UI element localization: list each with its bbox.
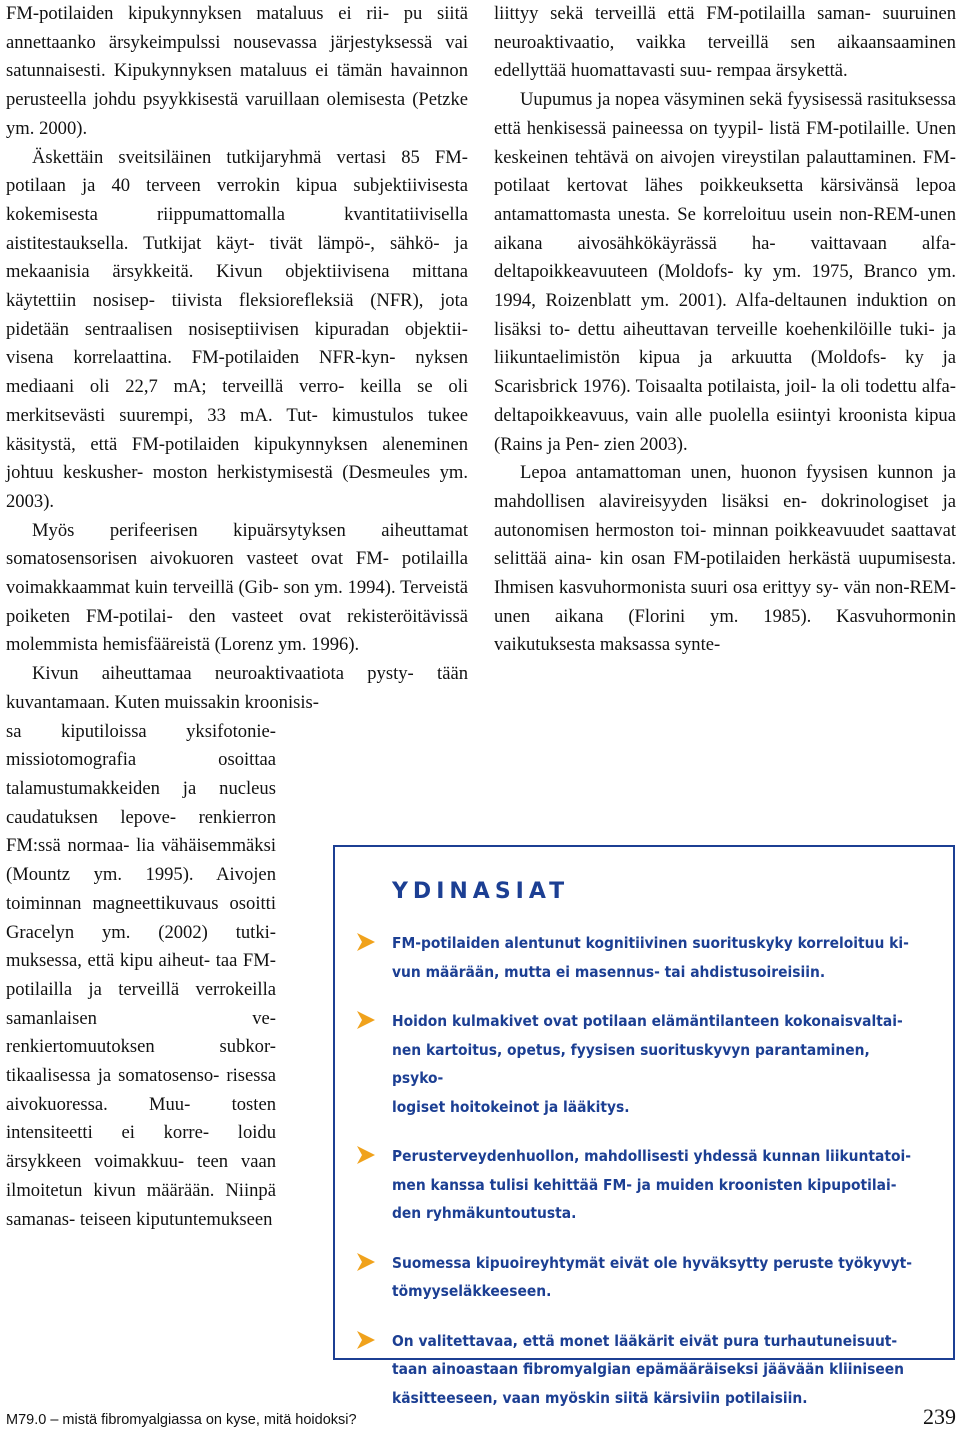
key-point-item — [335, 1327, 953, 1413]
text-line: nyksen mediaani oli 22,7 mA; terveillä verro- — [6, 347, 468, 398]
arrow-bullet-icon — [355, 1251, 377, 1273]
text-line: loidu ärsykkeen voimakkuu- — [6, 1122, 277, 1173]
key-points-box — [333, 845, 955, 1407]
text-line: renkierron FM:ssä normaa- — [6, 806, 276, 857]
text-line: hemisfääreistä (Lorenz ym. 1996). — [102, 634, 360, 656]
text-line: rempaa ärsykettä. — [716, 60, 848, 82]
key-point-line: Perusterveydenhuollon, mahdollisesti yhdessä kunnan liikuntatoi- — [392, 1147, 912, 1165]
key-points-title: YDINASIAT — [392, 879, 570, 904]
text-line: kunnon ja mahdollisen alavireisyyden lisäksi en- — [494, 462, 956, 512]
paragraph — [6, 660, 468, 717]
text-line: puolella esiintyi kroonista kipua (Rains ja Pen- — [494, 404, 956, 455]
text-line: FM-potilaiden kipukynnyksen mataluus ei rii- — [6, 3, 390, 24]
key-point-text — [392, 1142, 923, 1228]
text-line: 2001). Alfa-deltaunen induktion on lisäksi to- — [494, 290, 956, 340]
text-line: ja liikuntaelimistön kipua ja arkuutta (Moldofs- — [494, 318, 956, 369]
key-point-item — [335, 1007, 953, 1121]
key-point-line: den ryhmäkuntoutusta. — [392, 1204, 577, 1222]
text-line: non-REM-unen aikana aivosähkökäyrässä ha- — [494, 203, 956, 254]
paragraph — [494, 86, 956, 459]
key-point-line: FM-potilaiden alentunut kognitiivinen suorituskyky korreloituu ki- — [392, 934, 909, 952]
text-line: listä FM-potilaille. Unen keskeinen tehtävä on — [494, 117, 957, 168]
text-line: mataluus ei tämän havainnon perusteella johdu — [6, 60, 468, 111]
text-line: Gracelyn ym. (2002) tutki- — [6, 921, 276, 943]
arrow-bullet-icon — [355, 1329, 377, 1351]
paragraph-narrow — [6, 718, 276, 1235]
text-line: kipukynnyksen aleneminen johtuu keskusher- — [6, 433, 468, 484]
key-point-line: Hoidon kulmakivet ovat potilaan elämäntilanteen kokonaisvaltai- — [392, 1012, 903, 1030]
key-point-item — [335, 1142, 953, 1228]
key-point-text — [392, 929, 923, 986]
text-line: kertovat lähes poikkeuksetta kärsivänsä lepoa — [566, 175, 956, 197]
text-line: liittyy sekä terveillä että FM-potilailla saman- — [494, 3, 871, 24]
text-line: pu siitä annettaanko ärsykeimpulssi nousevassa — [6, 3, 468, 53]
key-point-text — [392, 1007, 923, 1121]
text-line: missiotomografia osoittaa — [6, 749, 276, 771]
key-point-line: tömyyseläkkeeseen. — [392, 1282, 552, 1300]
key-point-line: taan ainoastaan fibromyalgian epämääräiseksi jäävään kliiniseen — [392, 1360, 905, 1378]
arrow-bullet-icon — [355, 1144, 377, 1166]
text-line: suuruinen neuroaktivaatio, vaikka terveillä sen — [494, 3, 956, 53]
text-line: 85 FM-potilaan ja 40 terveen verrokin kipua — [6, 146, 468, 197]
text-line: keilla se oli merkitsevästi suurempi, 33 mA. Tut- — [6, 376, 468, 426]
text-line: Kasvuhormonin vaikutuksesta maksassa synte- — [494, 605, 956, 656]
page-number: 239 — [923, 1404, 956, 1429]
text-line: tiivista fleksiorefleksiä (NFR), jota pidetään — [6, 290, 468, 340]
text-line: ky ym. 1975, Branco ym. 1994, Roizenblatt ym. — [494, 261, 956, 312]
text-line: lia vähäisemmäksi (Mountz — [6, 835, 276, 886]
text-line: ky ja Scarisbrick 1976). Toisaalta potilaista, joil- — [494, 347, 956, 398]
text-line: zien 2003). — [604, 433, 688, 455]
key-point-line: Suomessa kipuoireyhtymät eivät ole hyväksytty peruste työkyvyt- — [392, 1253, 913, 1272]
text-line: Ihmisen kasvuhormonista suuri osa erittyy sy- — [494, 577, 839, 599]
text-line: kvantitatiivisella aistitestauksella. Tutkijat käyt- — [6, 203, 468, 254]
text-line: teen vaan ilmoitetun kivun — [6, 1151, 276, 1201]
text-line: sa kiputiloissa yksifotonie- — [6, 720, 276, 742]
text-line: määrään. Niinpä samanas- — [6, 1179, 276, 1230]
text-line: subjektiivisesta kokemisesta riippumattomalla — [6, 175, 468, 225]
text-line: minnan poikkeavuudet saattavat selittää aina- — [494, 519, 957, 570]
running-footer: M79.0 – mistä fibromyalgiassa on kyse, mitä hoidoksi? — [6, 1412, 357, 1428]
text-line: taa FM-potilailla ja terveillä — [6, 950, 276, 1000]
text-line: antamattomasta unesta. Se korreloituu usein — [494, 203, 833, 225]
text-line: sentraalisen nosiseptiivisen kipuradan objektii- — [84, 318, 468, 340]
text-line: Lepoa antamattoman unen, huonon fyysisen — [520, 462, 868, 484]
paragraph — [6, 517, 468, 661]
text-line: dokrinologiset ja autonomisen hermoston toi- — [494, 490, 956, 541]
text-line: den vasteet ovat rekisteröitävissä molemmista — [6, 605, 468, 656]
text-line: visena korrelaattina. FM-potilaiden NFR-kyn- — [6, 347, 396, 369]
right-text-column — [494, 0, 956, 660]
key-point-item — [335, 1249, 953, 1306]
arrow-bullet-icon — [355, 1009, 377, 1031]
key-point-line: nen kartoitus, opetus, fyysisen suorituskyvyn parantaminen, psyko- — [392, 1040, 870, 1087]
key-point-line: vun määrään, mutta ei masennus- tai ahdistusoireisiin. — [392, 962, 826, 981]
text-line: kimustulos tukee käsitystä, että FM-potilaiden — [6, 404, 468, 455]
paragraph — [494, 0, 956, 86]
text-line: psyykkisestä varuillaan olemisesta (Petzke ym. — [6, 89, 468, 139]
paragraph — [494, 459, 956, 660]
text-line: muksessa, että kipu aiheut- — [6, 950, 211, 972]
text-line: nucleus caudatuksen lepove- — [6, 777, 276, 828]
key-points-list — [335, 929, 953, 1433]
key-point-line: On valitettavaa, että monet lääkärit eivät pura turhautuneisuut- — [392, 1331, 898, 1350]
text-line: renkiertomuutoksen subkor- — [6, 1036, 276, 1058]
text-line: dettu aiheuttavan terveille koehenkilöille tuki- — [577, 318, 935, 340]
text-line: potilailla voimakkaammat kuin terveillä (Gib- — [6, 548, 468, 599]
text-line: aivojen vireystilan palauttaminen. FM-potilaat — [494, 146, 956, 197]
text-line: la oli todettu alfa-deltapoikkeavuus, vain alle — [494, 376, 956, 426]
text-line: risessa aivokuoressa. Muu- — [6, 1065, 276, 1115]
text-line: kin osan FM-potilaiden herkästä uupumisesta. — [599, 548, 956, 570]
text-line: verrokeilla samanlaisen ve- — [6, 978, 276, 1029]
text-line: tivät lämpö-, sähkö- ja mekaanisia ärsykkeitä. — [6, 232, 468, 283]
text-line: Kivun aiheuttamaa neuroaktivaatiota pysty- — [32, 663, 414, 685]
text-line: son ym. 1994). Terveistä poiketen FM-potilai- — [6, 577, 469, 627]
text-line: vaittavaan alfa-deltapoikkeavuuteen (Moldofs- — [494, 232, 956, 283]
text-line: Myös perifeerisen kipuärsytyksen aiheuttamat — [32, 519, 468, 541]
paragraph — [6, 144, 468, 517]
text-line: moston herkistymisestä (Desmeules ym. 2003). — [6, 462, 468, 512]
key-point-text — [392, 1249, 923, 1306]
text-line: talamustumakkeiden ja — [6, 777, 197, 799]
text-line: Äskettäin sveitsiläinen tutkijaryhmä vertasi — [32, 146, 387, 168]
text-line: tosten intensiteetti ei korre- — [6, 1093, 276, 1144]
text-line: vän non-REM-unen aikana (Florini ym. 1985). — [494, 577, 956, 627]
text-line: rasituksessa että henkisessä paineessa on tyypil- — [494, 89, 956, 139]
key-point-line: men kanssa tulisi kehittää FM- ja muiden kroonisten kipupotilai- — [392, 1175, 897, 1194]
text-line: tään kuvantamaan. Kuten muissakin kroonisis- — [6, 663, 468, 713]
text-line: ym. 1995). Aivojen toiminnan magneettikuvaus osoitti — [6, 864, 276, 914]
text-line: teiseen kiputuntemukseen — [79, 1208, 273, 1230]
paragraph — [6, 0, 468, 144]
text-line: järjestyksessä vai satunnaisesti. Kipukynnyksen — [6, 31, 468, 82]
text-line: aikaansaaminen edellyttää huomattavasti suu- — [494, 31, 956, 82]
text-line: Kivun objektiivisena mittana käytettiin nosisep- — [6, 261, 469, 312]
key-point-item — [335, 929, 953, 986]
key-point-text — [392, 1327, 923, 1413]
text-line: tikaalisessa ja somatosenso- — [6, 1065, 220, 1087]
text-line: somatosensorisen aivokuoren vasteet ovat FM- — [6, 548, 390, 570]
key-point-line: käsitteeseen, vaan myöskin siitä kärsiviin potilaisiin. — [392, 1388, 808, 1407]
text-line: Uupumus ja nopea väsyminen sekä fyysisessä — [520, 89, 863, 111]
arrow-bullet-icon — [355, 931, 377, 953]
key-point-line: logiset hoitokeinot ja lääkitys. — [392, 1097, 630, 1116]
text-line: 2000). — [39, 117, 88, 139]
